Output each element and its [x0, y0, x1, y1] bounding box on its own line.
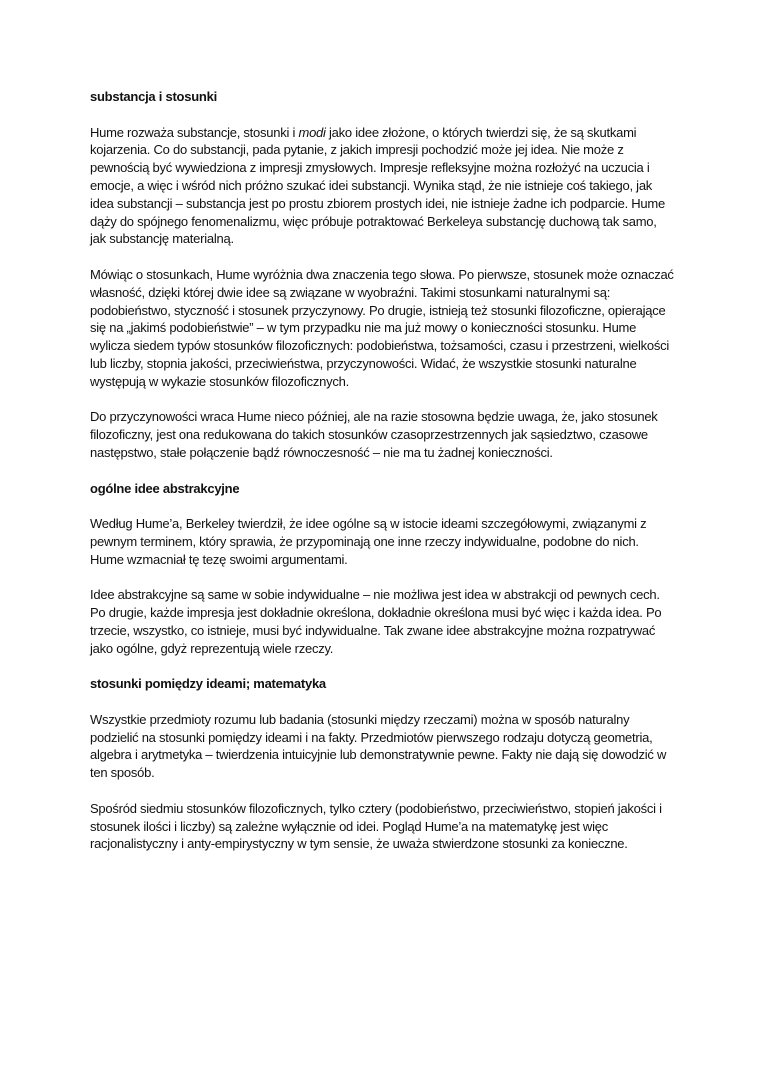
paragraph: Do przyczynowości wraca Hume nieco później, ale na razie stosowna będzie uwaga, że, jako stosunek filozoficzny, jest ona redukowana do takich stosunków czasoprzestrzennych jak sąsiedztwo, czasowe następstwo, stałe połączenie bądź równoczesność – nie ma tu żadnej konieczności.: [90, 409, 658, 460]
paragraph: Mówiąc o stosunkach, Hume wyróżnia dwa znaczenia tego słowa. Po pierwsze, stosunek może oznaczać własność, dzięki której dwie idee są związane w wyobraźni. Takimi stosunkami naturalnymi są: podobieństwo, styczność i stosunek przyczynowy. Po drugie, istnieją też stosunki filozoficzne, opierające się na „jakimś podobieństwie” – w tym przypadku nie ma już mowy o konieczności stosunku. Hume wylicza siedem typów stosunków filozoficznych: podobieństwa, tożsamości, czasu i przestrzeni, wielkości lub liczby, stopnia jakości, przeciwieństwa, przyczynowości. Widać, że wszystkie stosunki naturalne występują w wykazie stosunków filozoficznych.: [90, 266, 674, 389]
paragraph-text: Hume rozważa substancje, stosunki i: [90, 124, 299, 140]
paragraph: Spośród siedmiu stosunków filozoficznych, tylko cztery (podobieństwo, przeciwieństwo, stopień jakości i stosunek ilości i liczby) są zależne wyłącznie od idei. Pogląd Hume’a na matematykę jest więc racjonalistyczny i anty-empirystyczny w tym sensie, że uważa stwierdzone stosunki za konieczne.: [90, 800, 662, 852]
section-heading: stosunki pomiędzy ideami; matematyka: [90, 676, 326, 692]
paragraph-text: jako idee złożone, o których twierdzi się, że są skutkami kojarzenia. Co do substancji, pada pytanie, z jakich impresji pochodzić może jej idea. Nie może z pewnością być wywiedziona z impresji zmysłowych. Impresje refleksyjne można rozłożyć na uczucia i emocje, a więc i wśród nich próżno szukać idei substancji. Wynika stąd, że nie istnieje coś takiego, jak idea substancji – substancja jest po prostu zbiorem prostych idei, nie istnieje żadne ich podparcie. Hume dąży do spójnego fenomenalizmu, więc próbuje potraktować Berkeleya substancję duchową tak samo, jak substancję materialną.: [90, 124, 665, 247]
paragraph: Idee abstrakcyjne są same w sobie indywidualne – nie możliwa jest idea w abstrakcji od pewnych cech. Po drugie, każde impresja jest dokładnie określona, dokładnie określona musi być więc i każda idea. Po trzecie, wszystko, co istnieje, musi być indywidualne. Tak zwane idee abstrakcyjne można rozpatrywać jako ogólne, gdyż reprezentują wiele rzeczy.: [90, 587, 662, 656]
paragraph: [90, 124, 675, 249]
emphasis-text: modi: [298, 124, 326, 140]
section-heading: substancja i stosunki: [90, 89, 217, 104]
document-page: [90, 88, 675, 871]
paragraph: Wszystkie przedmioty rozumu lub badania (stosunki między rzeczami) można w sposób naturalny podzielić na stosunki pomiędzy ideami i na fakty. Przedmiotów pierwszego rodzaju dotyczą geometria, algebra i arytmetyka – twierdzenia intuicyjnie lub demonstratywnie pewne. Fakty nie dają się dowodzić w ten sposób.: [90, 711, 667, 781]
paragraph: Według Hume’a, Berkeley twierdził, że idee ogólne są w istocie ideami szczegółowymi, związanymi z pewnym terminem, który sprawia, że przypominają one inne rzeczy indywidualne, podobne do nich. Hume wzmacniał tę tezę swoimi argumentami.: [90, 516, 647, 567]
section-heading: ogólne idee abstrakcyjne: [90, 480, 240, 496]
